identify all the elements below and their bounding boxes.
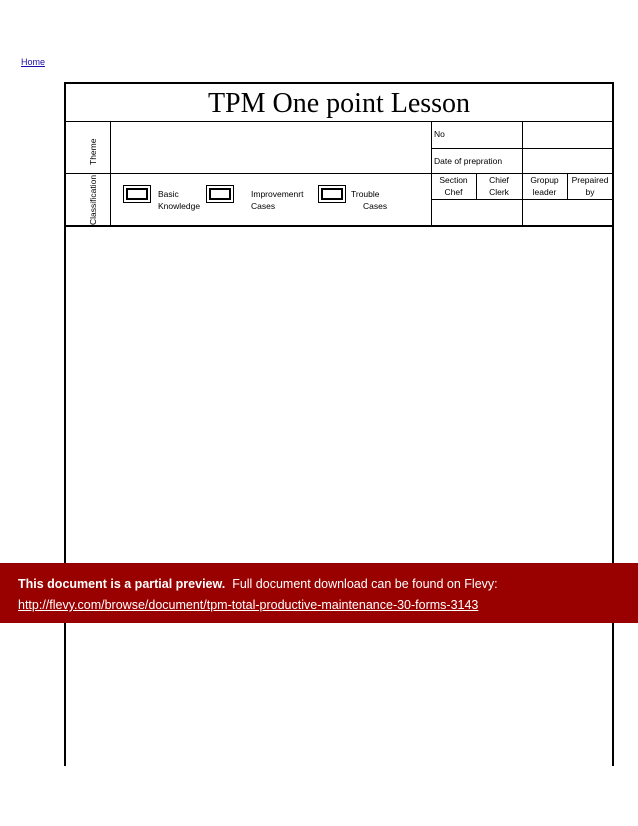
- info-column-divider: [431, 121, 432, 225]
- date-label: Date of prepration: [434, 156, 503, 166]
- form-title: TPM One point Lesson: [207, 88, 471, 119]
- preview-notice-text: Full document download can be found on Flevy:: [232, 577, 498, 591]
- basic-knowledge-checkbox[interactable]: [123, 185, 151, 203]
- trouble-cases-label: Trouble Cases: [351, 189, 388, 211]
- group-leader-header: Gropup leader: [530, 175, 559, 197]
- preview-banner: [0, 563, 638, 623]
- one-point-lesson-form: [64, 82, 614, 766]
- download-link[interactable]: http://flevy.com/browse/document/tpm-total-productive-maintenance-30-forms-3143: [18, 598, 479, 612]
- basic-knowledge-label: Basic Knowledge: [158, 189, 201, 211]
- improvement-cases-label: Improvemenrt Cases: [251, 189, 304, 211]
- value-column-divider: [522, 121, 523, 225]
- prepared-by-header: Prepaired by: [571, 175, 609, 197]
- title-divider: [66, 121, 612, 122]
- home-link[interactable]: Home: [21, 57, 46, 67]
- header-bottom-divider: [66, 225, 612, 227]
- classification-label: Classification: [88, 174, 98, 225]
- theme-label: Theme: [88, 138, 98, 165]
- chief-clerk-header: Chief Clerk: [489, 175, 509, 197]
- section-chef-header: Section Chef: [439, 175, 468, 197]
- preview-notice-bold: This document is a partial preview.: [18, 577, 226, 591]
- improvement-cases-checkbox[interactable]: [206, 185, 234, 203]
- trouble-cases-checkbox[interactable]: [318, 185, 346, 203]
- no-label: No: [434, 129, 445, 139]
- preview-notice: [18, 574, 638, 595]
- label-column-divider: [110, 121, 111, 225]
